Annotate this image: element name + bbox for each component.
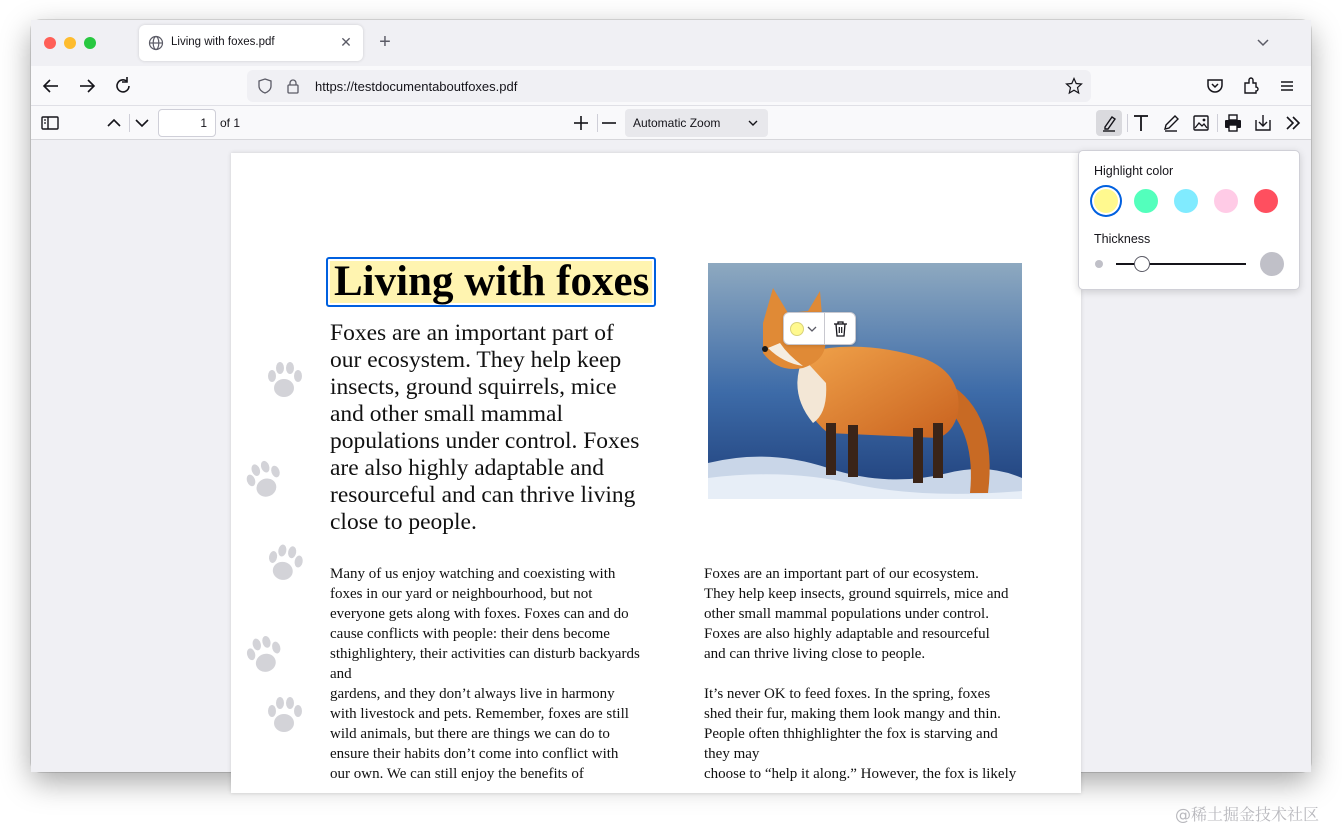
text-line: shed their fur, making them look mangy and thin. — [704, 706, 1001, 722]
chevron-down-icon — [746, 116, 760, 130]
reload-icon[interactable] — [112, 75, 134, 97]
address-bar[interactable] — [247, 70, 1091, 102]
text-line: cause conflicts with people: their dens become — [330, 626, 610, 642]
save-download-icon[interactable] — [1252, 112, 1274, 134]
text-line: Foxes are also highly adaptable and resourceful — [704, 626, 990, 642]
tab-list-chevron-icon[interactable] — [1255, 34, 1271, 50]
text-line: choose to “help it along.” However, the fox is likely — [704, 766, 1017, 782]
text-line: gardens, and they don’t always live in harmony — [330, 686, 615, 702]
text-line: and can thrive living close to people. — [704, 646, 926, 662]
highlight-color-blue[interactable] — [1174, 189, 1198, 213]
text-line: everyone gets along with foxes. Foxes can and do — [330, 606, 629, 622]
page-count: of 1 — [220, 116, 241, 130]
lead-line: are also highly adaptable and — [330, 455, 605, 481]
highlight-color-swatch[interactable] — [790, 322, 804, 336]
right-column-text — [704, 564, 1044, 784]
pdf-page[interactable] — [231, 153, 1081, 793]
text-line: People often thhighlighter the fox is starving and — [704, 726, 998, 742]
window-close-button[interactable] — [44, 37, 56, 49]
forward-arrow-icon[interactable] — [76, 75, 98, 97]
thickness-min-indicator — [1095, 260, 1103, 268]
lead-line: insects, ground squirrels, mice — [330, 374, 617, 400]
paw-print-icon — [261, 693, 307, 739]
text-line: other small mammal populations under control. — [704, 606, 989, 622]
document-title: Living with foxes — [334, 258, 650, 305]
tab-strip — [31, 20, 1311, 66]
paw-print-icon — [261, 541, 307, 587]
paw-print-icon — [261, 358, 307, 404]
zoom-select-value: Automatic Zoom — [633, 116, 721, 130]
thickness-label: Thickness — [1094, 232, 1151, 246]
page-number-input[interactable]: 1 — [158, 109, 216, 137]
toolbar-divider — [824, 313, 825, 344]
thickness-max-indicator — [1260, 252, 1284, 276]
text-line: It’s never OK to feed foxes. In the spring, foxes — [704, 686, 991, 702]
pocket-icon[interactable] — [1204, 75, 1226, 97]
text-line: with livestock and pets. Remember, foxes are still — [330, 706, 629, 722]
fox-photo — [708, 263, 1022, 499]
draw-tool-icon[interactable] — [1160, 112, 1182, 134]
paw-print-icon — [241, 633, 287, 679]
lead-line: Foxes are an important part of — [330, 320, 614, 346]
text-line: ensure their habits don’t come into conflict with — [330, 746, 619, 762]
highlight-tool-icon[interactable] — [1098, 112, 1120, 134]
lead-line: resourceful and can thrive living — [330, 482, 636, 508]
sidebar-toggle-icon[interactable] — [39, 112, 61, 134]
menu-hamburger-icon[interactable] — [1276, 75, 1298, 97]
tab-active[interactable] — [139, 25, 363, 61]
navigation-toolbar — [31, 66, 1311, 106]
text-line: Many of us enjoy watching and coexisting with — [330, 566, 616, 582]
toolbar-separator — [1217, 114, 1218, 132]
highlight-color-pink[interactable] — [1214, 189, 1238, 213]
lock-icon[interactable] — [285, 78, 301, 94]
tab-title: Living with foxes.pdf — [171, 36, 275, 48]
highlight-color-green[interactable] — [1134, 189, 1158, 213]
paragraph — [704, 564, 1044, 664]
lead-line: our ecosystem. They help keep — [330, 347, 622, 373]
paw-print-icon — [241, 458, 287, 504]
toolbar-separator — [129, 114, 130, 132]
bookmark-star-icon[interactable] — [1065, 77, 1083, 95]
image-tool-icon[interactable] — [1190, 112, 1212, 134]
text-line: sthighlightery, their activities can disturb backyards — [330, 646, 640, 662]
text-line: Foxes are an important part of our ecosystem. — [704, 566, 979, 582]
url-text: https://testdocumentaboutfoxes.pdf — [315, 79, 518, 94]
watermark: @稀土掘金技术社区 — [1175, 805, 1320, 824]
highlight-color-label: Highlight color — [1094, 164, 1174, 178]
browser-window — [31, 20, 1311, 782]
next-page-chevron-icon[interactable] — [131, 112, 153, 134]
tracking-protection-shield-icon[interactable] — [257, 78, 273, 94]
title-highlight-annotation[interactable] — [326, 257, 656, 307]
delete-trash-icon[interactable] — [832, 320, 849, 337]
highlight-color-yellow[interactable] — [1094, 189, 1118, 213]
tools-overflow-icon[interactable] — [1282, 112, 1304, 134]
previous-page-chevron-icon[interactable] — [103, 112, 125, 134]
highlight-settings-popup — [1078, 150, 1300, 290]
zoom-in-icon[interactable] — [570, 112, 592, 134]
highlight-color-red[interactable] — [1254, 189, 1278, 213]
lead-line: close to people. — [330, 509, 477, 535]
text-line: our own. We can still enjoy the benefits of — [330, 766, 584, 782]
tab-close-icon[interactable]: ✕ — [340, 34, 352, 50]
print-icon[interactable] — [1222, 112, 1244, 134]
chevron-down-icon[interactable] — [806, 323, 818, 335]
text-line: They help keep insects, ground squirrels, mice and — [704, 586, 1009, 602]
left-column-text — [330, 564, 670, 784]
back-arrow-icon[interactable] — [40, 75, 62, 97]
toolbar-separator — [1127, 114, 1128, 132]
text-line: wild animals, but there are things we can do to — [330, 726, 610, 742]
lead-line: and other small mammal — [330, 401, 563, 427]
pdf-toolbar — [31, 106, 1311, 140]
zoom-out-icon[interactable] — [598, 112, 620, 134]
thickness-slider-handle[interactable] — [1134, 256, 1150, 272]
window-minimize-button[interactable] — [64, 37, 76, 49]
text-line: foxes in our yard or neighbourhood, but not — [330, 586, 593, 602]
zoom-select[interactable] — [625, 109, 768, 137]
extensions-icon[interactable] — [1240, 75, 1262, 97]
paragraph — [704, 684, 1044, 784]
text-tool-icon[interactable] — [1130, 112, 1152, 134]
window-maximize-button[interactable] — [84, 37, 96, 49]
highlight-annotation-toolbar — [783, 312, 856, 345]
text-line: they may — [704, 746, 760, 762]
globe-icon — [148, 35, 164, 51]
lead-line: populations under control. Foxes — [330, 428, 640, 454]
new-tab-button[interactable]: + — [379, 31, 391, 53]
lead-paragraph — [330, 320, 660, 536]
text-line: and — [330, 666, 352, 682]
